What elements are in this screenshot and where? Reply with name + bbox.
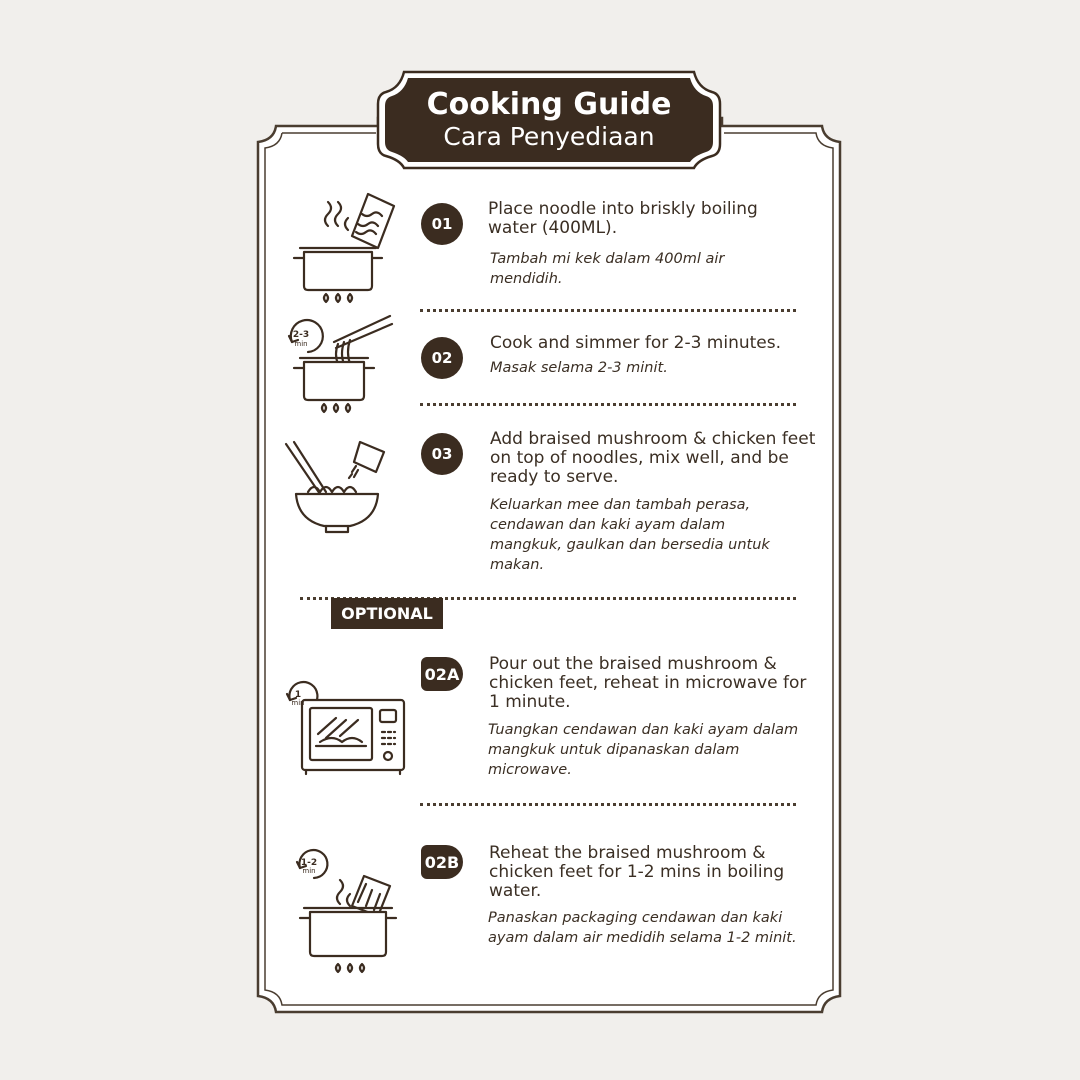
step-divider xyxy=(420,309,796,312)
timer-value: 1-2 xyxy=(300,858,318,868)
step-instruction-ms: Masak selama 2-3 minit. xyxy=(490,360,668,376)
bowl-mix-icon xyxy=(280,436,395,536)
step-instruction-en: Add braised mushroom & chicken feet on top of noodles, mix well, and be ready to serve. xyxy=(490,429,816,487)
step-number-badge: 01 xyxy=(421,203,463,245)
step-instruction-ms: Panaskan packaging cendawan dan kaki ayam dalam air medidih selama 1-2 minit. xyxy=(488,910,797,946)
step-instruction-en: Pour out the braised mushroom & chicken feet, reheat in microwave for 1 minute. xyxy=(489,654,807,712)
step-instruction-en: Place noodle into briskly boiling water (400ML). xyxy=(488,199,758,238)
step-number-badge: 02 xyxy=(421,337,463,379)
chopsticks-pot-icon xyxy=(286,312,398,417)
page-subtitle: Cara Penyediaan xyxy=(443,122,655,151)
step-instruction-ms: Tuangkan cendawan dan kaki ayam dalam mangkuk untuk dipanaskan dalam microwave. xyxy=(488,722,799,778)
header-plate xyxy=(384,84,714,160)
step-number-badge: 02A xyxy=(421,657,463,691)
step-divider xyxy=(420,403,796,406)
packet-in-pot-icon xyxy=(292,846,407,976)
step-divider xyxy=(420,803,796,806)
timer-value: 2-3 xyxy=(292,330,310,340)
timer-value: 1 xyxy=(294,690,302,700)
optional-label: OPTIONAL xyxy=(331,598,443,629)
timer-unit: min xyxy=(302,867,316,875)
timer-unit: min xyxy=(294,340,308,348)
page-title: Cooking Guide xyxy=(426,87,672,122)
timer-unit: min xyxy=(291,699,305,707)
noodle-into-pot-icon xyxy=(286,190,406,305)
step-instruction-en: Reheat the braised mushroom & chicken feet for 1-2 mins in boiling water. xyxy=(489,843,785,901)
microwave-icon xyxy=(284,680,408,776)
step-instruction-ms: Keluarkan mee dan tambah perasa, cendawan dan kaki ayam dalam mangkuk, gaulkan dan bersedia untuk makan. xyxy=(490,497,770,573)
step-instruction-en: Cook and simmer for 2-3 minutes. xyxy=(490,333,782,353)
step-instruction-ms: Tambah mi kek dalam 400ml air mendidih. xyxy=(490,251,725,287)
step-number-badge: 02B xyxy=(421,845,463,879)
step-number-badge: 03 xyxy=(421,433,463,475)
